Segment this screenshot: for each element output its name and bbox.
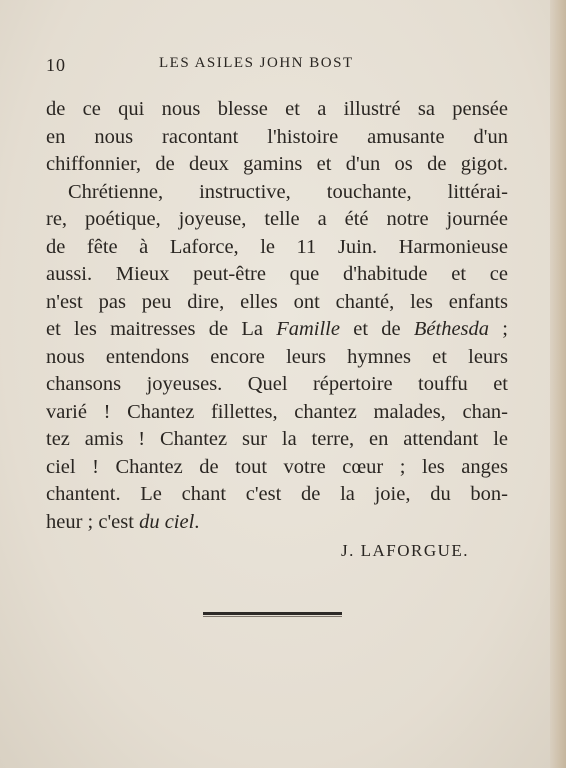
text-segment: ;	[489, 318, 508, 340]
page-header	[46, 55, 516, 77]
text-line: tez amis ! Chantez sur la terre, en attendant le	[46, 428, 508, 450]
text-segment: et de	[339, 318, 414, 340]
italic-famille: Famille	[276, 318, 340, 340]
page-edge	[550, 0, 566, 768]
section-divider-thin	[203, 616, 342, 617]
text-line: Chrétienne, instructive, touchante, littérai-	[68, 180, 508, 203]
page-number: 10	[46, 55, 66, 75]
italic-bethesda: Béthesda	[413, 318, 490, 340]
text-line: en nous racontant l'histoire amusante d'un	[46, 125, 508, 148]
text-line-last	[46, 509, 508, 537]
text-line: de ce qui nous blesse et a illustré sa pensée	[46, 98, 508, 120]
text-line: nous entendons encore leurs hymnes et leurs	[46, 345, 508, 368]
text-segment: et les maitresses de La	[46, 318, 277, 340]
text-line-with-italics	[46, 316, 508, 344]
body-text	[46, 96, 508, 536]
text-line: chantent. Le chant c'est de la joie, du bon-	[46, 483, 508, 505]
text-line: aussi. Mieux peut-être que d'habitude et ce	[46, 263, 508, 285]
text-segment: .	[194, 510, 200, 533]
text-line: varié ! Chantez fillettes, chantez malades, chan-	[46, 400, 508, 423]
italic-du-ciel: du ciel	[139, 510, 195, 533]
text-line: ciel ! Chantez de tout votre cœur ; les anges	[46, 455, 508, 478]
running-title: LES ASILES JOHN BOST	[159, 55, 354, 71]
signature: J. LAFORGUE.	[341, 541, 470, 560]
text-line: chansons joyeuses. Quel répertoire touffu et	[46, 373, 508, 395]
text-line: chiffonnier, de deux gamins et d'un os de gigot.	[46, 153, 508, 175]
text-segment: heur ; c'est	[46, 510, 140, 533]
text-line: n'est pas peu dire, elles ont chanté, les enfants	[46, 290, 508, 313]
section-divider	[203, 612, 342, 615]
text-line: de fête à Laforce, le 11 Juin. Harmonieuse	[46, 235, 508, 258]
text-line: re, poétique, joyeuse, telle a été notre journée	[46, 208, 508, 230]
